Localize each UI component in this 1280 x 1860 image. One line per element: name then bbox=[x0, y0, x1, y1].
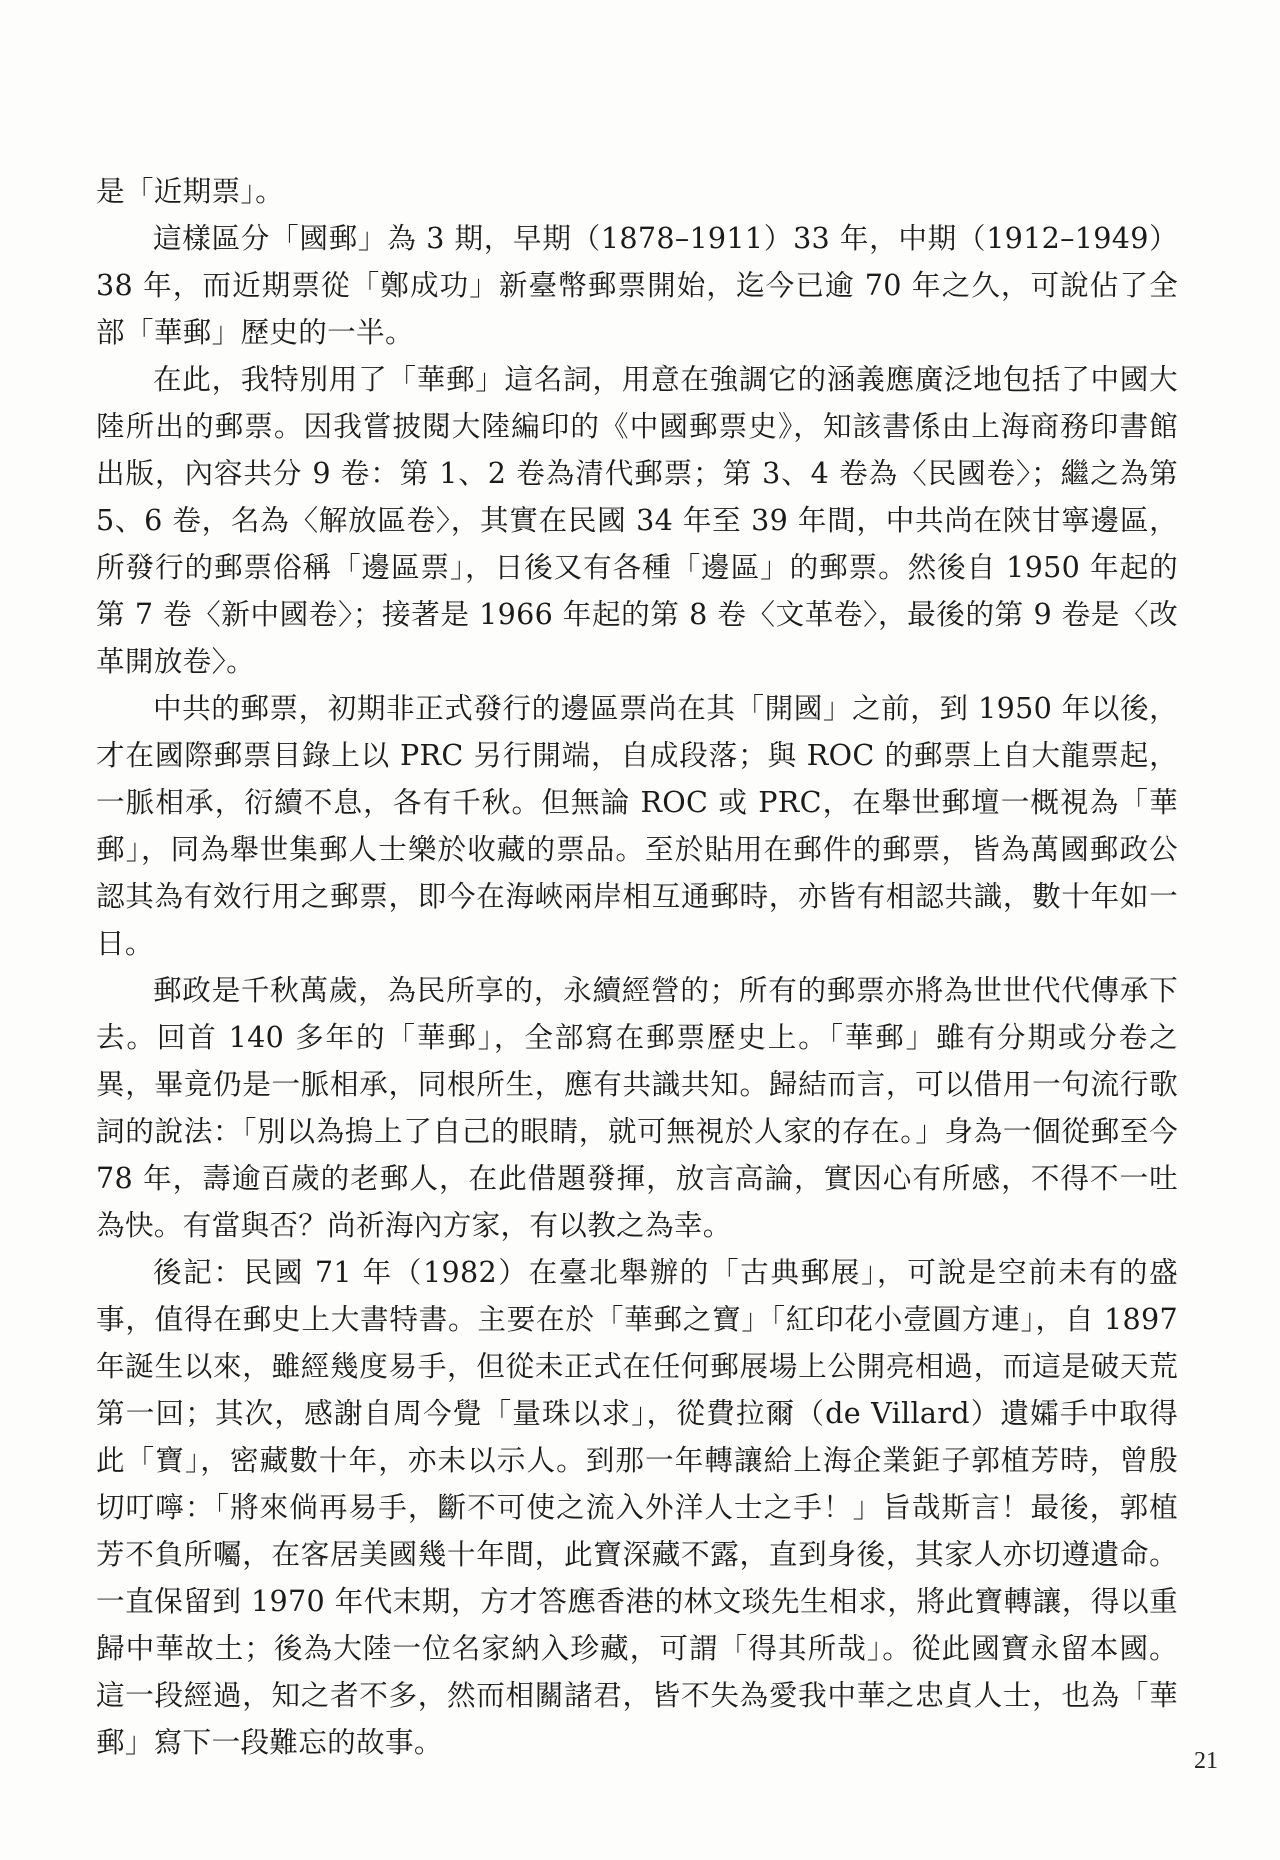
page-number: 21 bbox=[1194, 1748, 1218, 1774]
paragraph-postal-legacy: 郵政是千秋萬歲，為民所享的，永續經營的；所有的郵票亦將為世世代代傳承下去。回首 140 多年的「華郵」，全部寫在郵票歷史上。「華郵」雖有分期或分卷之異，畢竟仍是一脈相承，同根所生，應有共識共知。歸結而言，可以借用一句流行歌詞的說法：「別以為摀上了自己的眼睛，就可無視於人家的存在。」身為一個從郵至今 78 年，壽逾百歲的老郵人，在此借題發揮，放言高論，實因心有所感，不得不一吐為快。有當與否？尚祈海內方家，有以教之為幸。 bbox=[96, 973, 1178, 1242]
paragraph-chinese-stamp-term: 在此，我特別用了「華郵」這名詞，用意在強調它的涵義應廣泛地包括了中國大陸所出的郵票。因我嘗披閱大陸編印的《中國郵票史》，知該書係由上海商務印書館出版，內容共分 9 卷：第 1、2 卷為清代郵票；第 3、4 卷為〈民國卷〉；繼之為第 5、6 卷，名為〈解放區卷〉，其實在民國 34 年至 39 年間，中共尚在陝甘寧邊區，所發行的郵票俗稱「邊區票」，日後又有各種「邊區」的郵票。然後自 1950 年起的第 7 卷〈新中國卷〉；接著是 1966 年起的第 8 卷〈文革卷〉，最後的第 9 卷是〈改革開放卷〉。 bbox=[96, 362, 1178, 678]
paragraph-continuation: 是「近期票」。 bbox=[96, 174, 284, 208]
paragraph-prc-stamps: 中共的郵票，初期非正式發行的邊區票尚在其「開國」之前，到 1950 年以後，才在國際郵票目錄上以 PRC 另行開端，自成段落；與 ROC 的郵票上自大龍票起，一脈相承，衍續不息，各有千秋。但無論 ROC 或 PRC，在舉世郵壇一概視為「華郵」，同為舉世集郵人士樂於收藏的票品。至於貼用在郵件的郵票，皆為萬國郵政公認其為有效行用之郵票，即今在海峽兩岸相互通郵時，亦皆有相認共識，數十年如一日。 bbox=[96, 691, 1178, 960]
paragraph-postscript: 後記：民國 71 年（1982）在臺北舉辦的「古典郵展」，可說是空前未有的盛事，值得在郵史上大書特書。主要在於「華郵之寶」「紅印花小壹圓方連」，自 1897 年誕生以來，雖經幾度易手，但從未正式在任何郵展場上公開亮相過，而這是破天荒第一回；其次，感謝自周今覺「量珠以求」，從費拉爾（de Villard）遺孀手中取得此「寶」，密藏數十年，亦未以示人。到那一年轉讓給上海企業鉅子郭植芳時，曾殷切叮嚀：「將來倘再易手，斷不可使之流入外洋人士之手！」旨哉斯言！最後，郭植芳不負所囑，在客居美國幾十年間，此寶深藏不露，直到身後，其家人亦切遵遺命。一直保留到 1970 年代末期，方才答應香港的林文琰先生相求，將此寶轉讓，得以重歸中華故土；後為大陸一位名家納入珍藏，可謂「得其所哉」。從此國寶永留本國。這一段經過，知之者不多，然而相關諸君，皆不失為愛我中華之忠貞人士，也為「華郵」寫下一段難忘的故事。 bbox=[96, 1255, 1178, 1759]
body-text bbox=[96, 168, 1178, 1766]
paragraph-period-division: 這樣區分「國郵」為 3 期，早期（1878–1911）33 年，中期（1912–1949）38 年，而近期票從「鄭成功」新臺幣郵票開始，迄今已逾 70 年之久，可說佔了全部「華郵」歷史的一半。 bbox=[96, 221, 1178, 349]
